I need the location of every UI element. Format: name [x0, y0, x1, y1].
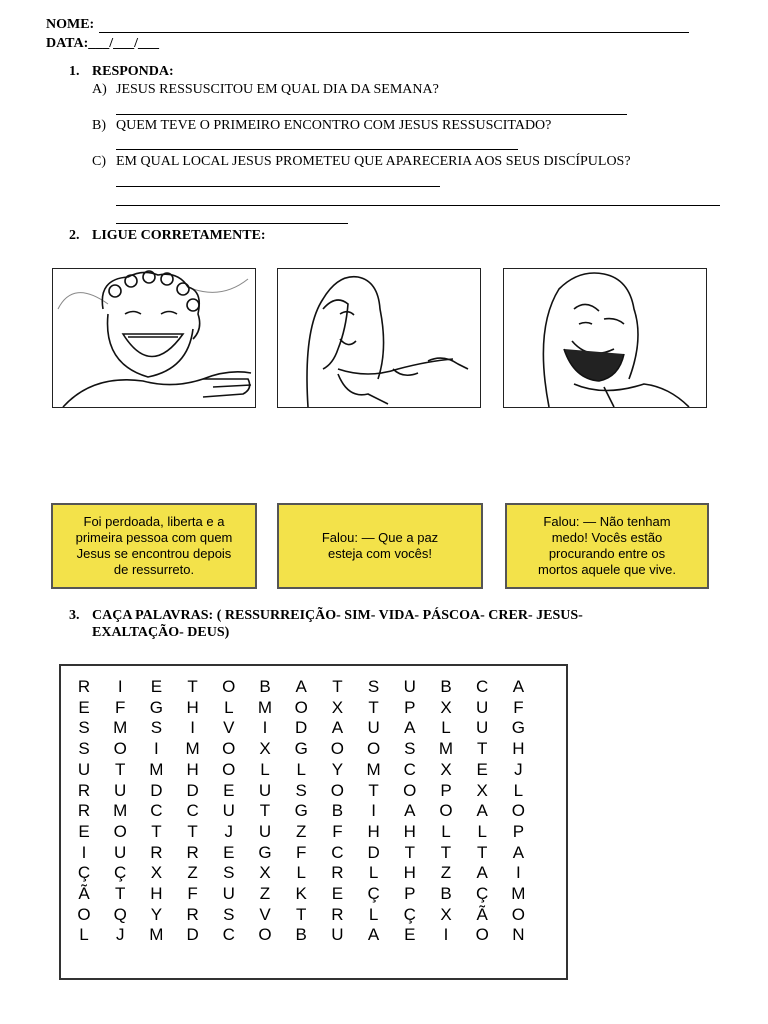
word-search-letter[interactable]: G	[511, 718, 525, 738]
word-search-letter[interactable]: Z	[440, 863, 452, 883]
word-search-letter[interactable]: E	[404, 925, 416, 945]
word-search-letter[interactable]: F	[332, 821, 343, 841]
word-search-letter[interactable]: I	[262, 718, 268, 738]
word-search-letter[interactable]: F	[513, 697, 524, 717]
word-search-letter[interactable]: D	[367, 842, 380, 862]
question-3-title-line-1: CAÇA PALAVRAS: ( RESSURREIÇÃO- SIM- VIDA- PÁSCOA- CRER- JESUS-	[92, 608, 583, 623]
word-search-letter[interactable]: I	[190, 718, 195, 738]
word-search-letter[interactable]: U	[114, 842, 127, 862]
answer-line-1a[interactable]	[116, 114, 627, 115]
answer-line-1b[interactable]	[116, 149, 518, 150]
word-search-letter[interactable]: T	[440, 842, 452, 862]
word-search-letter[interactable]: R	[331, 863, 344, 883]
matching-box-1-line-1: Foi perdoada, liberta e a	[83, 514, 225, 529]
word-search-letter[interactable]: U	[77, 759, 91, 779]
word-search-letter[interactable]: T	[151, 821, 162, 841]
word-search-letter[interactable]: B	[259, 677, 271, 696]
word-search-letter[interactable]: B	[440, 677, 452, 696]
word-search-letter[interactable]: Y	[331, 759, 344, 779]
word-search-letter[interactable]: X	[331, 697, 344, 717]
question-1-number: 1.	[69, 64, 80, 79]
word-search-letter[interactable]: K	[295, 884, 307, 903]
word-search-letter[interactable]: O	[258, 925, 272, 945]
word-search-letter[interactable]: C	[150, 801, 163, 821]
jesus-drawing	[504, 269, 706, 407]
matching-box-2	[277, 503, 483, 589]
word-search-letter[interactable]: V	[223, 718, 235, 738]
word-search-letter[interactable]: E	[223, 780, 235, 800]
word-search-letter[interactable]: P	[512, 821, 525, 841]
word-search-letter[interactable]: I	[443, 925, 449, 945]
question-1b-text: QUEM TEVE O PRIMEIRO ENCONTRO COM JESUS RESSUSCITADO?	[116, 118, 552, 133]
word-search-letter[interactable]: L	[224, 697, 234, 717]
word-search-letter[interactable]: O	[113, 739, 127, 759]
word-search-letter[interactable]: X	[440, 904, 452, 924]
word-search-letter[interactable]: L	[441, 821, 451, 841]
word-search-letter[interactable]: A	[331, 718, 344, 738]
word-search-letter[interactable]: S	[295, 780, 307, 800]
word-search-letter[interactable]: T	[187, 821, 198, 841]
word-search-letter[interactable]: A	[476, 863, 488, 883]
jesus-picture	[503, 268, 707, 408]
word-search-letter[interactable]: U	[331, 925, 344, 945]
word-search-letter[interactable]: O	[222, 739, 236, 759]
word-search-letter[interactable]: L	[441, 718, 451, 738]
word-search-grid[interactable]	[59, 664, 568, 980]
word-search-letter[interactable]: P	[440, 780, 452, 800]
matching-box-1-line-4: de ressurreto.	[113, 562, 195, 577]
word-search-letter[interactable]: T	[295, 904, 307, 924]
word-search-letter[interactable]: X	[440, 759, 452, 779]
word-search-letter[interactable]: F	[187, 884, 198, 903]
matching-box-3-line-4: mortos aquele que vive.	[537, 562, 677, 577]
question-3-number: 3.	[69, 608, 80, 623]
word-search-letter[interactable]: M	[185, 739, 200, 759]
word-search-letter[interactable]: T	[368, 697, 379, 717]
word-search-letter[interactable]: S	[78, 739, 90, 759]
word-search-letter[interactable]: Ã	[476, 904, 488, 924]
word-search-letter[interactable]: H	[186, 759, 199, 779]
word-search-letter[interactable]: G	[258, 842, 272, 862]
word-search-letter[interactable]: L	[79, 925, 89, 945]
word-search-letter[interactable]: Z	[187, 863, 198, 883]
word-search-letter[interactable]: A	[476, 801, 488, 821]
word-search-letter[interactable]: D	[150, 780, 163, 800]
word-search-letter[interactable]: U	[114, 780, 127, 800]
word-search-letter[interactable]: A	[295, 677, 307, 696]
word-search-letter[interactable]: C	[222, 925, 235, 945]
word-search-letter[interactable]: Ç	[367, 884, 380, 903]
word-search-letter[interactable]: T	[332, 677, 343, 696]
word-search-letter[interactable]: G	[149, 697, 163, 717]
word-search-letter[interactable]: Y	[150, 904, 163, 924]
word-search-letter[interactable]: R	[331, 904, 344, 924]
word-search-letter[interactable]: E	[78, 697, 90, 717]
word-search-letter[interactable]: U	[367, 718, 380, 738]
word-search-letter[interactable]: S	[78, 718, 90, 738]
question-1c-letter: C)	[92, 154, 106, 169]
angel-drawing	[53, 269, 255, 407]
word-search-letter[interactable]: R	[150, 842, 163, 862]
word-search-letter[interactable]: T	[114, 884, 126, 903]
word-search-letter[interactable]: I	[81, 842, 87, 862]
word-search-letter[interactable]: L	[296, 863, 306, 883]
question-2-title: LIGUE CORRETAMENTE:	[92, 228, 266, 243]
word-search-letter[interactable]: Ç	[114, 863, 127, 883]
word-search-letter[interactable]: M	[113, 801, 128, 821]
word-search-letter[interactable]: Ç	[77, 863, 91, 883]
word-search-letter[interactable]: N	[512, 925, 525, 945]
word-search-letter[interactable]: E	[78, 821, 90, 841]
word-search-letter[interactable]: S	[223, 863, 235, 883]
word-search-letter[interactable]: O	[294, 697, 308, 717]
word-search-letter[interactable]: U	[222, 884, 235, 903]
word-search-letter[interactable]: J	[224, 821, 234, 841]
word-search-letter[interactable]: H	[186, 697, 199, 717]
word-search-letter[interactable]: I	[117, 677, 123, 696]
word-search-letter[interactable]: C	[186, 801, 199, 821]
word-search-letter[interactable]: O	[330, 739, 344, 759]
word-search-letter[interactable]: X	[476, 780, 488, 800]
answer-line-1c-1[interactable]	[116, 186, 440, 187]
mary-drawing	[278, 269, 480, 407]
matching-box-3-line-1: Falou: — Não tenham	[543, 514, 671, 529]
matching-box-1	[51, 503, 257, 589]
word-search-letter[interactable]: O	[222, 759, 236, 779]
word-search-letter[interactable]: E	[150, 677, 163, 696]
word-search-letter[interactable]: L	[513, 780, 524, 800]
word-search-letter[interactable]: T	[259, 801, 271, 821]
name-label: NOME:	[46, 17, 95, 32]
word-search-letter[interactable]: T	[368, 780, 379, 800]
word-search-letter[interactable]: Ã	[78, 884, 90, 903]
word-search-letter[interactable]: L	[296, 759, 306, 779]
word-search-letter[interactable]: Z	[295, 821, 307, 841]
word-search-letter[interactable]: A	[404, 801, 416, 821]
word-search-letter[interactable]: O	[403, 780, 417, 800]
word-search-letter[interactable]: M	[438, 739, 454, 759]
word-search-letter[interactable]: A	[512, 677, 525, 696]
word-search-letter[interactable]: U	[403, 677, 416, 696]
word-search-letter[interactable]: T	[476, 739, 488, 759]
word-search-letter[interactable]: R	[77, 677, 91, 696]
word-search-letter[interactable]: U	[476, 697, 489, 717]
word-search-letter[interactable]: T	[476, 842, 488, 862]
word-search-letter[interactable]: L	[260, 759, 270, 779]
matching-box-3	[505, 503, 709, 589]
word-search-letter[interactable]: R	[77, 780, 91, 800]
word-search-letter[interactable]: O	[511, 904, 525, 924]
word-search-letter[interactable]: B	[440, 884, 452, 903]
name-answer-line[interactable]	[99, 32, 689, 33]
word-search-letter[interactable]: O	[113, 821, 127, 841]
word-search-letter[interactable]: O	[475, 925, 489, 945]
word-search-letter[interactable]: L	[477, 821, 487, 841]
word-search-letter[interactable]: C	[331, 842, 344, 862]
word-search-letter[interactable]: T	[187, 677, 198, 696]
question-1a-letter: A)	[92, 82, 107, 97]
word-search-letter[interactable]: Z	[259, 884, 271, 903]
word-search-letter[interactable]: A	[367, 925, 380, 945]
word-search-letter[interactable]: M	[149, 759, 164, 779]
word-search-letter[interactable]: F	[295, 842, 307, 862]
word-search-letter[interactable]: A	[512, 842, 525, 862]
word-search-letter[interactable]: P	[404, 884, 416, 903]
question-3-title-line-2: EXALTAÇÃO- DEUS)	[92, 625, 230, 640]
word-search-letter[interactable]: V	[259, 904, 271, 924]
word-search-letter[interactable]: O	[511, 801, 525, 821]
question-1b-letter: B)	[92, 118, 106, 133]
word-search-letter[interactable]: X	[259, 739, 271, 759]
question-1-title: RESPONDA:	[92, 64, 174, 79]
word-search-letter[interactable]: H	[367, 821, 380, 841]
word-search-letter[interactable]: H	[403, 863, 416, 883]
word-search-letter[interactable]: T	[404, 842, 415, 862]
word-search-letter[interactable]: I	[371, 801, 376, 821]
word-search-letter[interactable]: U	[222, 801, 235, 821]
word-search-letter[interactable]: U	[476, 718, 489, 738]
word-search-letter[interactable]: H	[512, 739, 525, 759]
word-search-letter[interactable]: E	[223, 842, 235, 862]
word-search-letter[interactable]: I	[154, 739, 159, 759]
word-search-letter[interactable]: M	[113, 718, 128, 738]
question-2-number: 2.	[69, 228, 80, 243]
word-search-letter[interactable]: L	[368, 904, 379, 924]
word-search-letter[interactable]: O	[222, 677, 236, 696]
word-search-letter[interactable]: T	[114, 759, 126, 779]
matching-box-2-line-1: Falou: — Que a paz	[321, 530, 439, 545]
word-search-letter[interactable]: M	[366, 759, 381, 779]
word-search-letter[interactable]: S	[367, 677, 380, 696]
word-search-letter[interactable]: U	[258, 780, 272, 800]
word-search-letter[interactable]: M	[511, 884, 526, 903]
word-search-letter[interactable]: M	[149, 925, 164, 945]
word-search-letter[interactable]: B	[295, 925, 307, 945]
angel-picture	[52, 268, 256, 408]
word-search-letter[interactable]: C	[403, 759, 416, 779]
word-search-letter[interactable]: R	[186, 842, 199, 862]
answer-line-1c-3[interactable]	[116, 223, 348, 224]
word-search-letter[interactable]: Ç	[403, 904, 416, 924]
word-search-letter[interactable]: S	[150, 718, 163, 738]
word-search-letter[interactable]: I	[516, 863, 521, 883]
word-search-letter[interactable]: O	[439, 801, 453, 821]
matching-box-1-line-2: primeira pessoa com quem	[75, 530, 233, 545]
word-search-letter[interactable]: Ç	[476, 884, 489, 903]
word-search-letter[interactable]: O	[366, 739, 381, 759]
matching-box-1-line-3: Jesus se encontrou depois	[76, 546, 232, 561]
word-search-letter[interactable]: R	[186, 904, 199, 924]
word-search-letter[interactable]: A	[404, 718, 416, 738]
word-search-letter[interactable]: D	[186, 780, 199, 800]
matching-box-3-line-3: procurando entre os	[548, 546, 666, 561]
word-search-letter[interactable]: S	[404, 739, 416, 759]
matching-box-3-line-2: medo! Vocês estão	[551, 530, 663, 545]
word-search-letter[interactable]: R	[77, 801, 91, 821]
word-search-letter[interactable]: S	[223, 904, 235, 924]
question-1c-text: EM QUAL LOCAL JESUS PROMETEU QUE APARECERIA AOS SEUS DISCÍPULOS?	[116, 154, 631, 169]
word-search-letter[interactable]: F	[114, 697, 126, 717]
word-search-letter[interactable]: X	[150, 863, 163, 883]
word-search-letter[interactable]: G	[294, 739, 308, 759]
matching-box-2-line-2: esteja com vocês!	[327, 546, 433, 561]
word-search-letter[interactable]: J	[514, 759, 523, 779]
word-search-letter[interactable]: O	[77, 904, 91, 924]
date-label: DATA:___/___/___	[46, 36, 160, 51]
word-search-letter[interactable]: J	[115, 925, 125, 945]
word-search-letter[interactable]: D	[186, 925, 199, 945]
word-search-letter[interactable]: H	[150, 884, 163, 903]
question-1a-text: JESUS RESSUSCITOU EM QUAL DIA DA SEMANA?	[116, 82, 439, 97]
word-search-letter[interactable]: M	[257, 697, 273, 717]
word-search-letter[interactable]: X	[440, 697, 452, 717]
word-search-letter[interactable]: B	[331, 801, 344, 821]
word-search-letter[interactable]: C	[476, 677, 489, 696]
word-search-letter[interactable]: O	[330, 780, 344, 800]
word-search-letter[interactable]: X	[259, 863, 271, 883]
word-search-letter[interactable]: L	[368, 863, 379, 883]
word-search-letter[interactable]: P	[404, 697, 416, 717]
word-search-letter[interactable]: H	[403, 821, 416, 841]
answer-line-1c-2[interactable]	[116, 205, 720, 206]
mary-magdalene-picture	[277, 268, 481, 408]
word-search-letter[interactable]: D	[295, 718, 308, 738]
word-search-letter[interactable]: G	[294, 801, 308, 821]
word-search-letter[interactable]: E	[331, 884, 344, 903]
word-search-letter[interactable]: Q	[113, 904, 127, 924]
word-search-letter[interactable]: U	[258, 821, 272, 841]
word-search-letter[interactable]: E	[476, 759, 488, 779]
